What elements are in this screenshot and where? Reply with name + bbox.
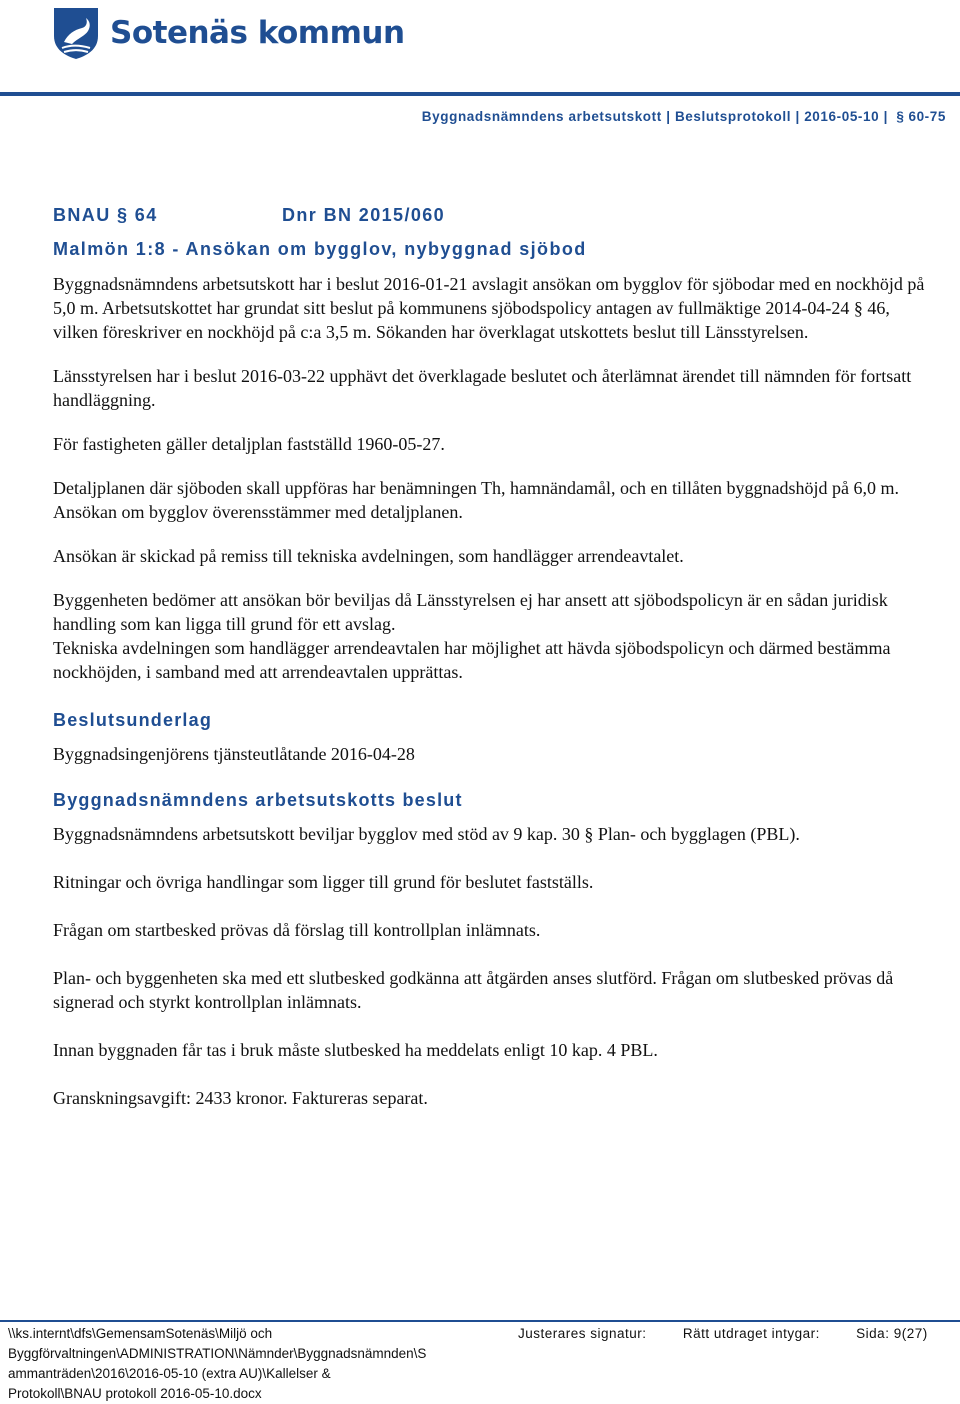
decision-heading: Byggnadsnämndens arbetsutskotts beslut [53, 790, 463, 810]
header-separator: | [883, 109, 888, 124]
header-separator: | [666, 109, 671, 124]
file-path-line: ammanträden\2016\2016-05-10 (extra AU)\Kallelser & [8, 1366, 331, 1381]
case-dnr: Dnr BN 2015/060 [282, 205, 446, 225]
decision-paragraph: Innan byggnaden får tas i bruk måste slutbesked ha meddelats enligt 10 kap. 4 PBL. [53, 1040, 658, 1060]
decision-paragraph: Granskningsavgift: 2433 kronor. Faktureras separat. [53, 1088, 428, 1108]
header-doc-type: Beslutsprotokoll [674, 109, 792, 124]
underlag-heading: Beslutsunderlag [53, 710, 213, 730]
page-number: Sida: 9(27) [856, 1326, 928, 1341]
body-paragraph: Ansökan är skickad på remiss till tekniska avdelningen, som handlägger arrendeavtalet. [53, 546, 684, 566]
footer-rule [0, 1320, 960, 1322]
case-number: BNAU § 64 [53, 205, 158, 225]
sotenas-coat-of-arms-icon [52, 6, 100, 60]
header-section-sign: § [896, 109, 905, 124]
case-title: Malmön 1:8 - Ansökan om bygglov, nybyggnad sjöbod [53, 239, 587, 259]
body-paragraph: För fastigheten gäller detaljplan fastställd 1960-05-27. [53, 434, 445, 454]
header-date: 2016-05-10 [804, 109, 880, 124]
body-paragraph: Byggenheten bedömer att ansökan bör beviljas då Länsstyrelsen ej har ansett att sjöbodspolicyn är en sådan juridisk handling som kan ligga till grund för ett avslag. [53, 590, 888, 634]
running-header [422, 109, 946, 124]
decision-paragraph: Plan- och byggenheten ska med ett slutbesked godkänna att åtgärden anses slutförd. Frågan om slutbesked prövas då signerad och styrkt kontrollplan inlämnats. [53, 968, 894, 1012]
extract-label: Rätt utdraget intygar: [682, 1326, 820, 1341]
decision-paragraph: Ritningar och övriga handlingar som ligger till grund för beslutet fastställs. [53, 872, 594, 892]
logo [52, 6, 405, 60]
header-paragraphs: 60-75 [908, 109, 946, 124]
body-paragraph: Länsstyrelsen har i beslut 2016-03-22 upphävt det överklagade beslutet och återlämnat ärendet till nämnden för fortsatt handläggning. [53, 366, 912, 410]
body-paragraph: Byggnadsnämndens arbetsutskott har i beslut 2016-01-21 avslagit ansökan om bygglov för sjöbodar med en nockhöjd på 5,0 m. Arbetsutskottet har grundat sitt beslut på kommunens sjöbodspolicy antagen av fullmäktige 2014-04-24 § 46, vilken föreskriver en nockhöjd på c:a 3,5 m. Sökanden har överklagat utskottets beslut till Länsstyrelsen. [53, 274, 925, 342]
case-heading [53, 203, 933, 227]
file-path-line: Protokoll\BNAU protokoll 2016-05-10.docx [8, 1386, 262, 1401]
file-path [8, 1324, 426, 1404]
header-rule [0, 92, 960, 96]
brand-name: Sotenäs kommun [110, 15, 405, 51]
body-paragraph: Detaljplanen där sjöboden skall uppföras har benämningen Th, hamnändamål, och en tillåten byggnadshöjd på 6,0 m. Ansökan om bygglov överensstämmer med detaljplanen. [53, 478, 899, 522]
file-path-line: Byggförvaltningen\ADMINISTRATION\Nämnder\Byggnadsnämnden\S [8, 1346, 427, 1361]
header-committee: Byggnadsnämndens arbetsutskott [421, 109, 662, 124]
header-separator: | [795, 109, 800, 124]
footer-signatures [518, 1324, 928, 1344]
file-path-line: \\ks.internt\dfs\GemensamSotenäs\Miljö och [8, 1326, 273, 1341]
decision-paragraph: Byggnadsnämndens arbetsutskott beviljar bygglov med stöd av 9 kap. 30 § Plan- och bygglagen (PBL). [53, 824, 800, 844]
decision-paragraph: Frågan om startbesked prövas då förslag till kontrollplan inlämnats. [53, 920, 541, 940]
protocol-content [53, 203, 933, 1110]
signature-label: Justerares signatur: [518, 1326, 647, 1341]
underlag-item: Byggnadsingenjörens tjänsteutlåtande 2016-04-28 [53, 744, 415, 764]
body-paragraph: Tekniska avdelningen som handlägger arrendeavtalen har möjlighet att hävda sjöbodspolicyn och därmed bestämma nockhöjden, i samband med att arrendeavtalen upprättas. [53, 638, 891, 682]
